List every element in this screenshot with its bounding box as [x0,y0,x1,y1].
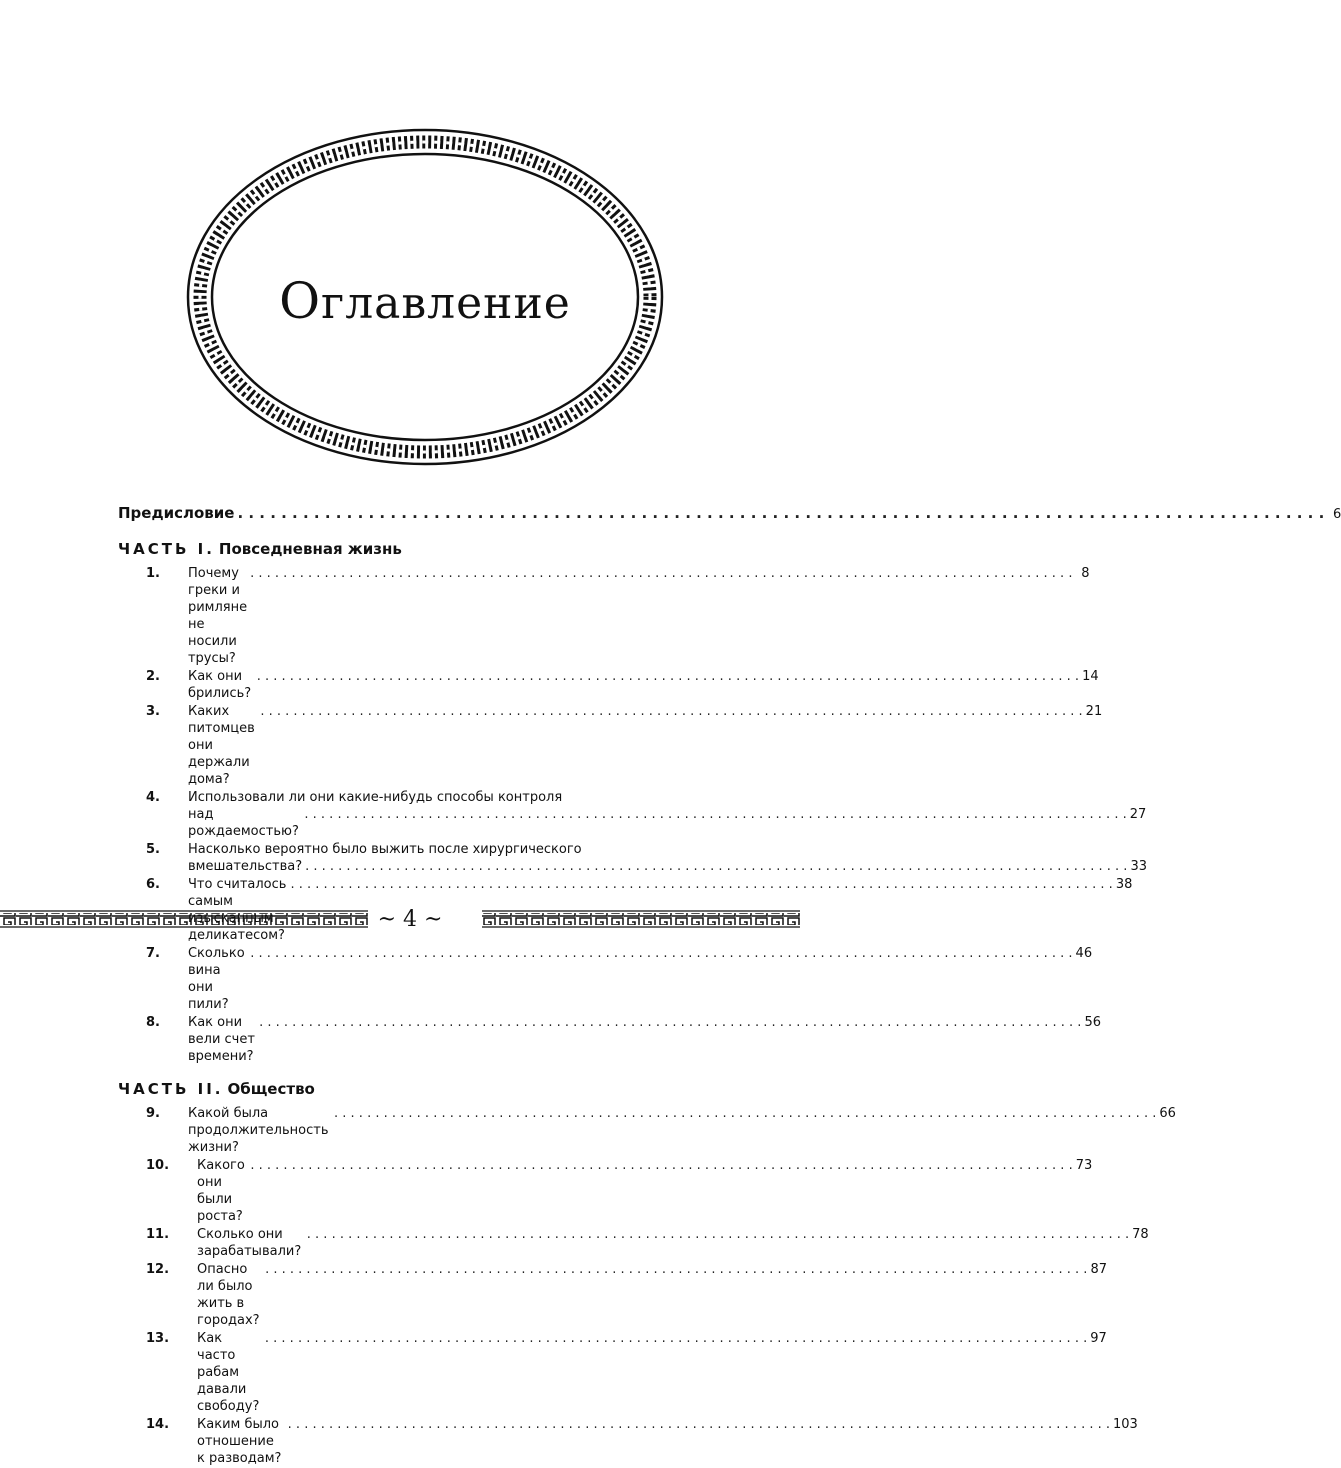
toc-item[interactable]: 3. Каких питомцев они держали дома? . . . 21 [146,703,720,788]
toc-item[interactable]: 5. Насколько вероятно было выжить после хирургического вмешательства? . . . 33 [146,841,720,875]
toc-item[interactable]: 8. Как они вели счет времени? . . . 56 [146,1014,720,1065]
toc-item[interactable]: 2. Как они брились? . . . 14 [146,668,720,702]
greek-key-oval-frame [0,0,800,500]
preface-page: 6 [1333,507,1341,522]
page-title: Оглавление [279,272,571,330]
leader-dots [237,503,1324,523]
page-number: ~ 4 ~ [377,907,443,932]
table-of-contents [118,503,1341,1468]
toc-item[interactable]: 1. Почему греки и римляне не носили трусы? . . . 8 [146,565,720,667]
part-1-heading: ЧАСТЬ I. Повседневная жизнь [118,540,402,558]
toc-item[interactable]: 12. Опасно ли было жить в городах? . . . 87 [146,1261,720,1329]
toc-item[interactable]: 6. Что считалось самым деликатесом? . . . 38 [146,876,720,944]
toc-item[interactable]: 14. Каким было отношение к разводам? . . . 103 [146,1416,720,1467]
part-2-heading: ЧАСТЬ II. Общество [118,1080,315,1098]
toc-item[interactable]: 10. Какого они были роста? . . . 73 [146,1157,720,1225]
toc-item[interactable]: 11. Сколько они зарабатывали? . . . 78 [146,1226,720,1260]
preface-label: Предисловие [118,504,235,522]
toc-item[interactable]: 7. Сколько вина они пили? . . . 46 [146,945,720,1013]
toc-item[interactable]: 4. Использовали ли они какие-нибудь способы контроля над рождаемостью? . . . 27 [146,789,720,840]
toc-item[interactable]: 13. Как часто рабам давали свободу? . . . 97 [146,1330,720,1415]
toc-item[interactable]: 9. Какой была продолжительность жизни? . . . 66 [146,1105,720,1156]
toc-preface[interactable] [118,503,1341,525]
